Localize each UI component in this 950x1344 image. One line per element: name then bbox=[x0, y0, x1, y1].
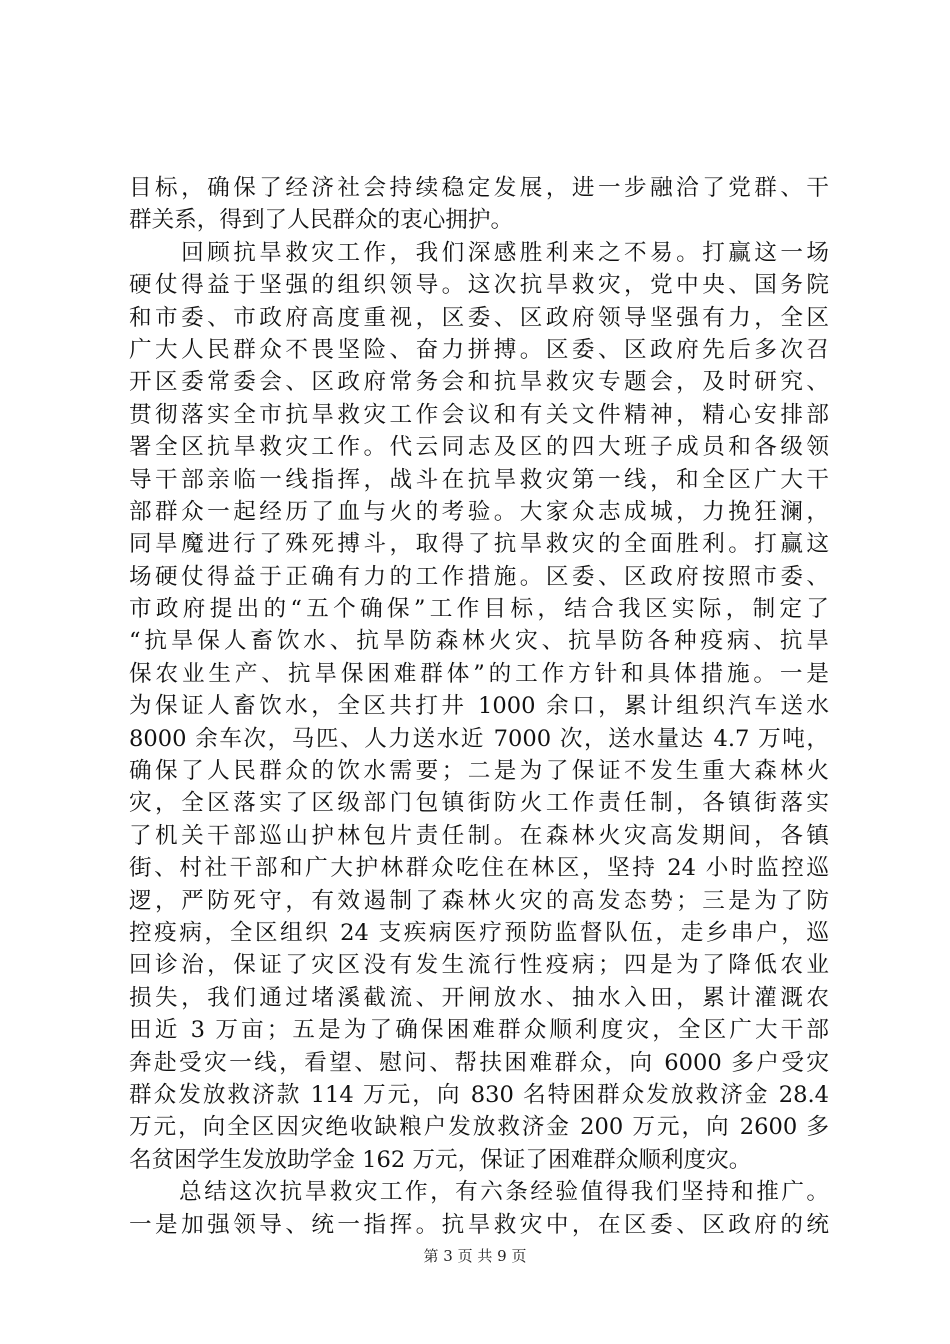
text-line: 开区委常委会、区政府常务会和抗旱救灾专题会，及时研究、 bbox=[129, 369, 829, 396]
text-line: 损失，我们通过堵溪截流、开闸放水、抽水入田，累计灌溉农 bbox=[129, 984, 829, 1011]
text-line: 逻，严防死守，有效遏制了森林火灾的高发态势；三是为了防 bbox=[129, 887, 829, 914]
text-line: “抗旱保人畜饮水、抗旱防森林火灾、抗旱防各种疫病、抗旱 bbox=[129, 628, 829, 655]
text-line: 灾，全区落实了区级部门包镇街防火工作责任制，各镇街落实 bbox=[129, 790, 829, 817]
text-line: 一是加强领导、统一指挥。抗旱救灾中，在区委、区政府的统 bbox=[129, 1211, 829, 1238]
text-line: 万元，向全区因灾绝收缺粮户发放救济金 200 万元，向 2600 多 bbox=[129, 1114, 829, 1141]
text-line: 目标，确保了经济社会持续稳定发展，进一步融洽了党群、干 bbox=[129, 175, 829, 201]
text-line: 8000 余车次，马匹、人力送水近 7000 次，送水量达 4.7 万吨， bbox=[129, 725, 829, 752]
text-line: 名贫困学生发放助学金 162 万元，保证了困难群众顺利度灾。 bbox=[129, 1146, 752, 1173]
text-line: 保农业生产、抗旱保困难群体”的工作方针和具体措施。一是 bbox=[129, 660, 829, 687]
text-line: 群众发放救济款 114 万元，向 830 名特困群众发放救济金 28.4 bbox=[129, 1081, 829, 1108]
text-line: 街、村社干部和广大护林群众吃住在林区，坚持 24 小时监控巡 bbox=[129, 855, 829, 882]
text-line: 场硬仗得益于正确有力的工作措施。区委、区政府按照市委、 bbox=[129, 563, 829, 590]
body-text bbox=[129, 172, 829, 1241]
text-line: 回诊治，保证了灾区没有发生流行性疫病；四是为了降低农业 bbox=[129, 952, 829, 979]
text-line: 确保了人民群众的饮水需要；二是为了保证不发生重大森林火 bbox=[129, 758, 829, 785]
text-line: 硬仗得益于坚强的组织领导。这次抗旱救灾，党中央、国务院 bbox=[129, 272, 829, 299]
text-line: 奔赴受灾一线，看望、慰问、帮扶困难群众，向 6000 多户受灾 bbox=[129, 1049, 829, 1076]
text-line: 总结这次抗旱救灾工作，有六条经验值得我们坚持和推广。 bbox=[129, 1179, 829, 1206]
text-line: 署全区抗旱救灾工作。代云同志及区的四大班子成员和各级领 bbox=[129, 434, 829, 461]
text-line: 同旱魔进行了殊死搏斗，取得了抗旱救灾的全面胜利。打赢这 bbox=[129, 531, 829, 558]
text-line: 贯彻落实全市抗旱救灾工作会议和有关文件精神，精心安排部 bbox=[129, 401, 829, 428]
text-line: 群关系，得到了人民群众的衷心拥护。 bbox=[129, 207, 514, 234]
text-line: 田近 3 万亩；五是为了确保困难群众顺利度灾，全区广大干部 bbox=[129, 1017, 829, 1044]
text-line: 回顾抗旱救灾工作，我们深感胜利来之不易。打赢这一场 bbox=[129, 239, 829, 266]
text-line: 和市委、市政府高度重视，区委、区政府领导坚强有力，全区 bbox=[129, 304, 829, 331]
text-line: 为保证人畜饮水，全区共打井 1000 余口，累计组织汽车送水 bbox=[129, 693, 829, 720]
text-line: 广大人民群众不畏坚险、奋力拼搏。区委、区政府先后多次召 bbox=[129, 336, 829, 363]
text-line: 导干部亲临一线指挥，战斗在抗旱救灾第一线，和全区广大干 bbox=[129, 466, 829, 493]
text-line: 市政府提出的“五个确保”工作目标，结合我区实际，制定了 bbox=[129, 596, 829, 623]
text-line: 了机关干部巡山护林包片责任制。在森林火灾高发期间，各镇 bbox=[129, 822, 829, 849]
text-line: 控疫病，全区组织 24 支疾病医疗预防监督队伍，走乡串户，巡 bbox=[129, 919, 829, 946]
page-number-footer: 第 3 页 共 9 页 bbox=[423, 1247, 527, 1265]
text-line: 部群众一起经历了血与火的考验。大家众志成城，力挽狂澜， bbox=[129, 498, 829, 525]
